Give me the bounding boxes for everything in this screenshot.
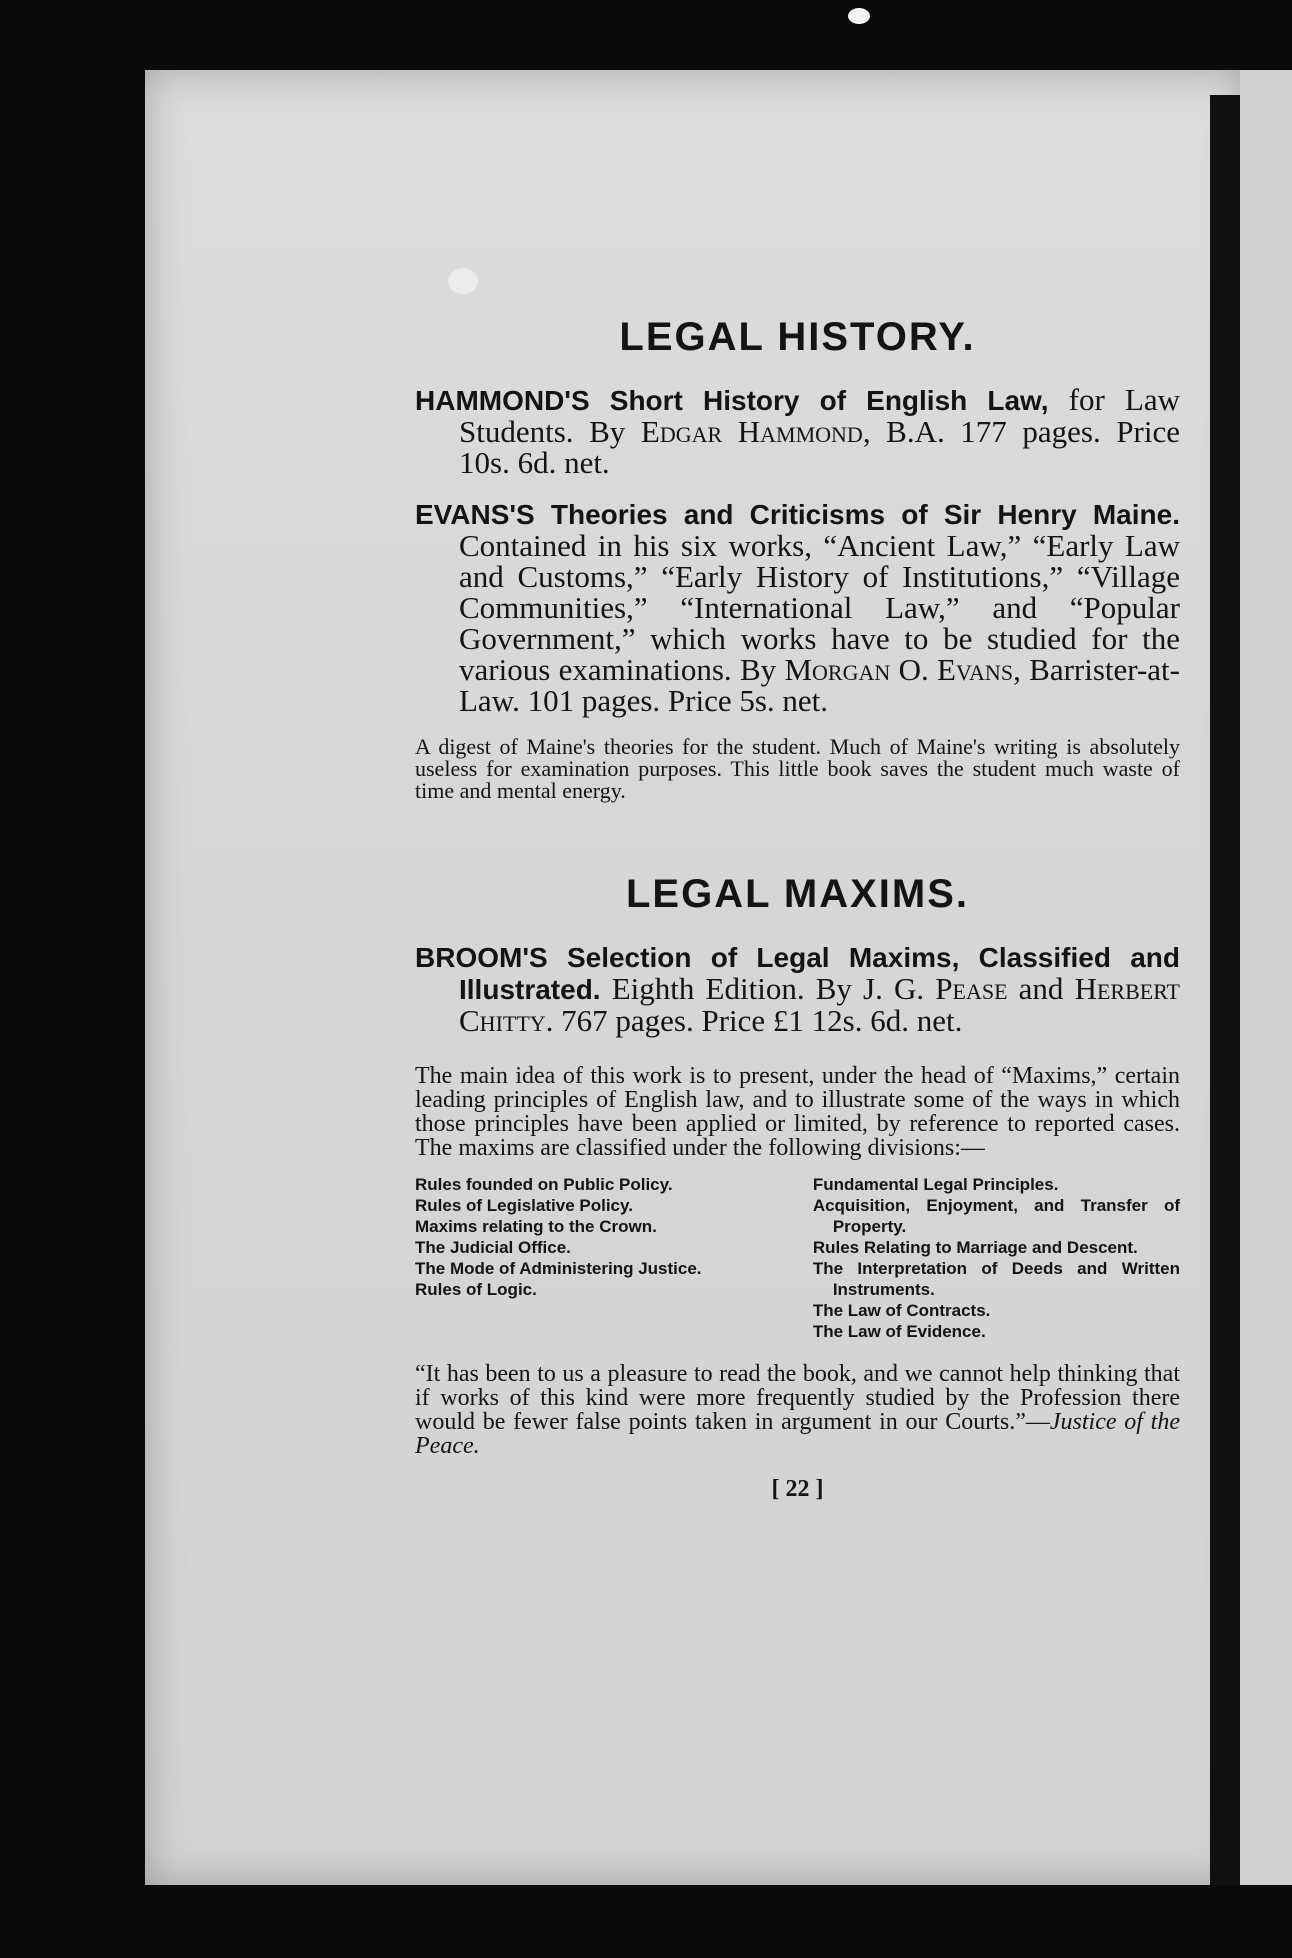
- hammond-title: HAMMOND'S Short History of English Law,: [415, 385, 1049, 416]
- evans-title: EVANS'S Theories and Criticisms of Sir Henry Maine.: [415, 499, 1180, 530]
- broom-author-pease: J. G. Pease: [863, 971, 1008, 1006]
- hammond-entry: [415, 384, 1180, 478]
- division-item: Rules Relating to Marriage and Descent.: [812, 1238, 1138, 1257]
- broom-author-chitty: Herbert Chitty: [459, 971, 1180, 1038]
- page-number: [ 22 ]: [771, 1476, 824, 1502]
- hammond-text-b: , B.A. 177 pages. Price 10s. 6d. net.: [459, 414, 1180, 480]
- broom-description: The main idea of this work is to present, under the head of “Maxims,” certain leading principles of English law, and to illustrate some of the ways in which those principles have been applied or limited, by reference to reported cases. The maxims are classified under the following divisions:—: [415, 1063, 1180, 1161]
- division-item: Fundamental Legal Principles.: [812, 1175, 1059, 1194]
- division-item: Maxims relating to the Crown.: [415, 1217, 657, 1236]
- division-item: The Law of Contracts.: [812, 1301, 991, 1320]
- division-item: The Mode of Administering Justice.: [415, 1259, 702, 1278]
- page-content: [415, 315, 1180, 1503]
- division-item: Rules of Legislative Policy.: [415, 1196, 633, 1215]
- evans-text-b: , Barrister-at-Law. 101 pages. Price 5s. net.: [459, 652, 1180, 718]
- broom-text-b: and: [1007, 971, 1075, 1006]
- division-item: Acquisition, Enjoyment, and Transfer of Property.: [812, 1196, 1180, 1236]
- division-item: Rules of Logic.: [415, 1280, 537, 1299]
- evans-description: A digest of Maine's theories for the student. Much of Maine's writing is absolutely useless for examination purposes. This little book saves the student much waste of time and mental energy.: [415, 734, 1180, 803]
- evans-entry: [415, 498, 1180, 716]
- quote-source: Justice of the Peace.: [415, 1409, 1180, 1459]
- quote-text: “It has been to us a pleasure to read the book, and we cannot help thinking that if works of this kind were more frequently studied by the Profession there would be fewer false points taken in argument in our Courts.”—: [415, 1361, 1180, 1435]
- division-item: The Law of Evidence.: [812, 1322, 986, 1341]
- broom-entry: [415, 941, 1180, 1036]
- maxim-divisions: [415, 1174, 1180, 1342]
- division-item: The Interpretation of Deeds and Written Instruments.: [812, 1259, 1180, 1299]
- broom-title: BROOM'S Selection of Legal Maxims, Classified and Illustrated.: [415, 942, 1180, 1005]
- evans-text-a: Contained in his six works, “Ancient Law,” “Early Law and Customs,” “Early History of Institutions,” “Village Communities,” “International Law,” and “Popular Government,” which works have to be studied for the various examinations. By: [459, 528, 1180, 687]
- broom-text-a: Eighth Edition. By: [600, 971, 864, 1006]
- divisions-left-column: [415, 1174, 782, 1342]
- hammond-text-a: for Law Students. By: [459, 382, 1180, 449]
- scan-speck: [848, 8, 870, 24]
- hammond-author: Edgar Hammond: [640, 414, 863, 449]
- broom-text-c: . 767 pages. Price £1 12s. 6d. net.: [545, 1003, 963, 1038]
- scan-speck: [448, 268, 478, 294]
- division-item: The Judicial Office.: [415, 1238, 571, 1257]
- book-spine: [1210, 95, 1240, 1885]
- facing-page-edge: [1240, 70, 1292, 1885]
- legal-history-heading: LEGAL HISTORY.: [619, 315, 976, 359]
- review-quote: [415, 1362, 1180, 1458]
- legal-maxims-heading: LEGAL MAXIMS.: [625, 872, 970, 916]
- evans-author: Morgan O. Evans: [784, 652, 1014, 687]
- division-item: Rules founded on Public Policy.: [415, 1175, 673, 1194]
- divisions-right-column: [813, 1174, 1180, 1342]
